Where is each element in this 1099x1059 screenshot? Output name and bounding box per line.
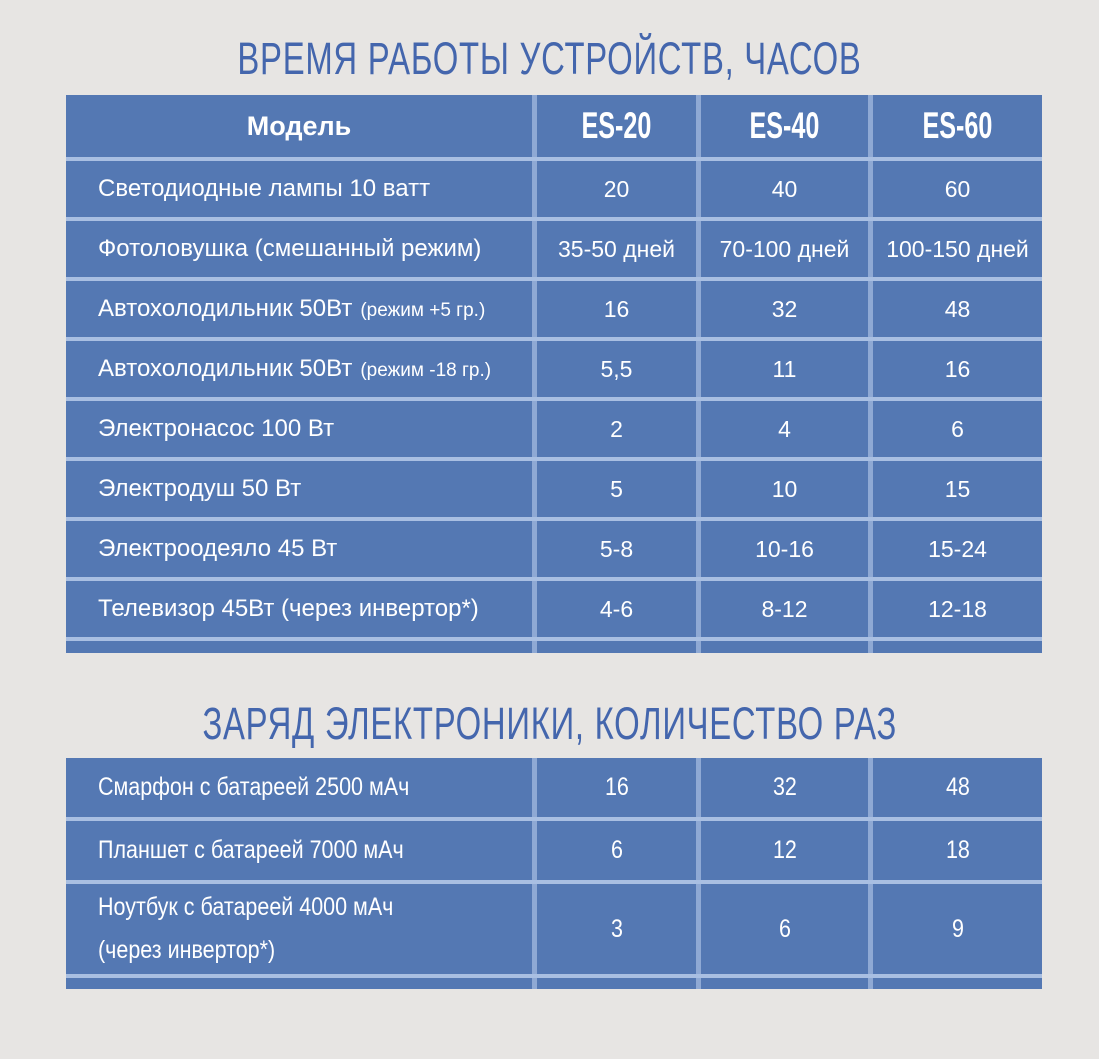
column-header-es40-label: ES-40 (749, 105, 820, 146)
value-cell: 5,5 (532, 341, 696, 397)
value-cell: 12-18 (868, 581, 1042, 637)
value-cell: 20 (532, 161, 696, 217)
table-bottom-strip (532, 641, 696, 653)
value-cell: 5-8 (532, 521, 696, 577)
row-label-tablet: Планшет с батареей 7000 мАч (66, 821, 532, 880)
value-cell: 5 (532, 461, 696, 517)
section2-title (0, 698, 1099, 749)
value-cell: 4 (696, 401, 868, 457)
row-label-note: (режим -18 гр.) (360, 360, 492, 381)
column-header-es20-label: ES-20 (581, 105, 652, 146)
value-cell: 32 (696, 281, 868, 337)
value-cell: 15 (868, 461, 1042, 517)
value-cell: 9 (868, 884, 1042, 974)
table-bottom-strip (696, 641, 868, 653)
value-cell: 15-24 (868, 521, 1042, 577)
table-bottom-strip (696, 978, 868, 989)
column-header-model-label: Модель (246, 110, 352, 141)
row-label-car-fridge-plus5: Автохолодильник 50Вт (режим +5 гр.) (66, 281, 532, 337)
table-bottom-strip (532, 978, 696, 989)
value-cell: 10-16 (696, 521, 868, 577)
value-cell: 60 (868, 161, 1042, 217)
row-label-electric-shower: Электродуш 50 Вт (66, 461, 532, 517)
row-label-electric-blanket: Электроодеяло 45 Вт (66, 521, 532, 577)
column-header-model (66, 95, 532, 157)
value-cell: 48 (868, 281, 1042, 337)
value-cell: 32 (696, 758, 868, 817)
section1-title (0, 33, 1099, 84)
table-bottom-strip (868, 978, 1042, 989)
value-cell: 8-12 (696, 581, 868, 637)
column-header-es60 (868, 95, 1042, 157)
device-runtime-table (66, 95, 1042, 653)
row-label-electric-pump: Электронасос 100 Вт (66, 401, 532, 457)
row-label-camera-trap: Фотоловушка (смешанный режим) (66, 221, 532, 277)
value-cell: 12 (696, 821, 868, 880)
column-header-es60-label: ES-60 (922, 105, 993, 146)
value-cell: 3 (532, 884, 696, 974)
value-cell: 6 (696, 884, 868, 974)
table-bottom-strip (868, 641, 1042, 653)
value-cell: 16 (868, 341, 1042, 397)
row-label-tv: Телевизор 45Вт (через инвертор*) (66, 581, 532, 637)
table-bottom-strip (66, 641, 532, 653)
table-bottom-strip (66, 978, 532, 989)
value-cell: 6 (532, 821, 696, 880)
value-cell: 4-6 (532, 581, 696, 637)
row-label-laptop: Ноутбук с батареей 4000 мАч (через инвертор*) (66, 884, 532, 974)
electronics-charge-table (66, 758, 1042, 989)
value-cell: 18 (868, 821, 1042, 880)
row-label-smartphone: Смарфон с батареей 2500 мАч (66, 758, 532, 817)
value-cell: 35-50 дней (532, 221, 696, 277)
value-cell: 48 (868, 758, 1042, 817)
value-cell: 16 (532, 758, 696, 817)
value-cell: 16 (532, 281, 696, 337)
value-cell: 10 (696, 461, 868, 517)
value-cell: 2 (532, 401, 696, 457)
row-label-car-fridge-minus18: Автохолодильник 50Вт (режим -18 гр.) (66, 341, 532, 397)
value-cell: 70-100 дней (696, 221, 868, 277)
column-header-es40 (696, 95, 868, 157)
value-cell: 6 (868, 401, 1042, 457)
section2-title-text: ЗАРЯД ЭЛЕКТРОНИКИ, КОЛИЧЕСТВО РАЗ (202, 698, 897, 749)
row-label-led-lamps: Светодиодные лампы 10 ватт (66, 161, 532, 217)
value-cell: 40 (696, 161, 868, 217)
value-cell: 11 (696, 341, 868, 397)
row-label-note: (режим +5 гр.) (360, 300, 486, 321)
row-label-note: (через инвертор*) (98, 936, 276, 964)
value-cell: 100-150 дней (868, 221, 1042, 277)
column-header-es20 (532, 95, 696, 157)
section1-title-text: ВРЕМЯ РАБОТЫ УСТРОЙСТВ, ЧАСОВ (237, 33, 862, 84)
